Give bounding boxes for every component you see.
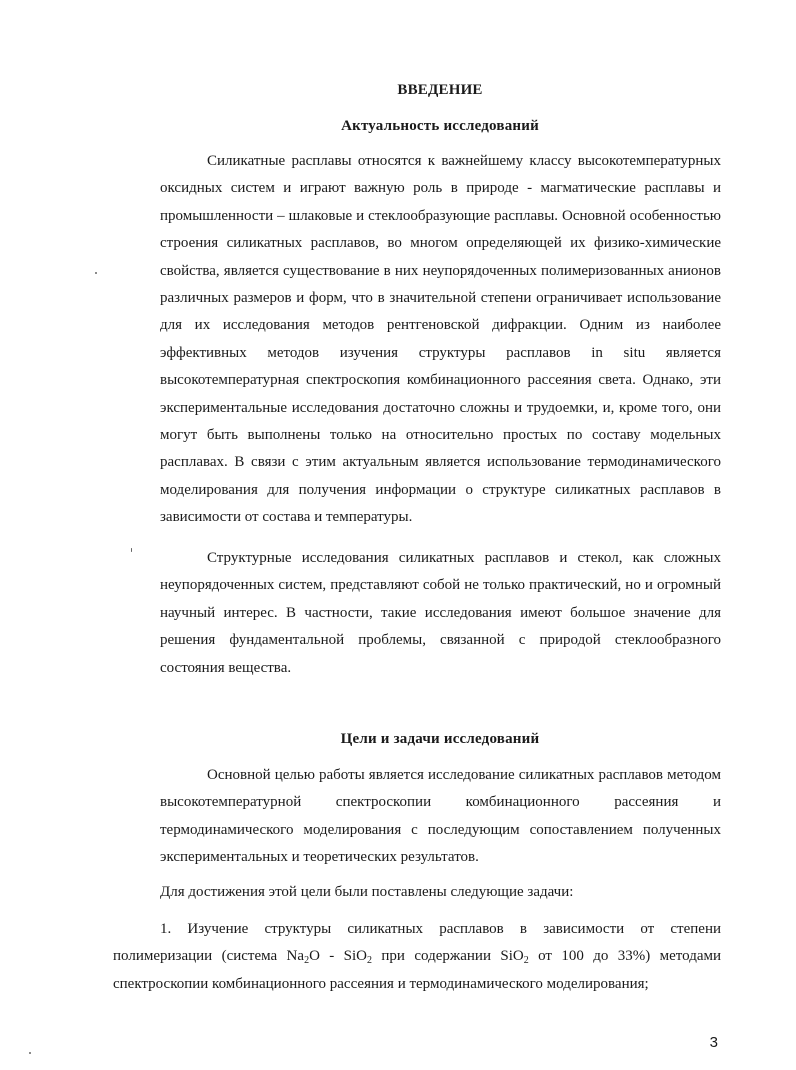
text-fragment: от 100 до 33%) методами [528, 948, 722, 965]
text-line: экспериментальных и теоретических результатов. [160, 849, 479, 866]
text-line: для их исследования методов рентгеновской дифракции. Одним из наиболее [160, 317, 721, 334]
paragraph-goals-2 [113, 879, 721, 906]
text-line: термодинамического моделирования с последующим сопоставлением полученных [160, 821, 721, 838]
text-line: Структурные исследования силикатных расплавов и стекол, как сложных [207, 550, 721, 566]
task-item-1 [113, 916, 721, 998]
section-heading-relevance: Актуальность исследований [341, 118, 539, 134]
subscript: 2 [304, 955, 310, 967]
text-line: научный интерес. В частности, такие исследования имеют большое значение для [160, 604, 721, 621]
text-line: 1. Изучение структуры силикатных расплавов в зависимости от степени [160, 921, 721, 937]
text-line: неупорядоченных систем, представляют собой не только практический, но и огромный [160, 577, 721, 594]
text-line: состояния вещества. [160, 659, 292, 676]
subscript: 2 [523, 955, 529, 967]
scan-speck [131, 548, 132, 552]
scan-speck [29, 1052, 31, 1054]
text-line: Силикатные расплавы относятся к важнейшему классу высокотемпературных [207, 153, 721, 169]
text-line: зависимости от состава и температуры. [160, 509, 413, 526]
subscript: 2 [367, 955, 373, 967]
text-line: моделирования для получения информации о структуре силикатных расплавов в [160, 481, 721, 498]
text-line: Для достижения этой цели были поставлены следующие задачи: [160, 884, 574, 900]
paragraph-relevance-2 [113, 545, 721, 682]
text-line-formula [113, 943, 721, 970]
text-line: расплавах. В связи с этим актуальным является использование термодинамического [160, 454, 721, 471]
paragraph-relevance-1 [113, 148, 721, 532]
page-title: ВВЕДЕНИЕ [397, 82, 483, 98]
text-line: экспериментальные исследования достаточно сложны и трудоемки, и, кроме того, они [160, 399, 721, 416]
text-line: высокотемпературной спектроскопии комбинационного рассеяния и [160, 794, 721, 811]
text-fragment: полимеризации (система Na [113, 948, 305, 965]
text-line: различных размеров и форм, что в значительной степени ограничивает использование [160, 290, 721, 307]
text-line: свойства, является существование в них неупорядоченных полимеризованных анионов [160, 262, 721, 279]
text-line: решения фундаментальной проблемы, связанной с природой стеклообразного [160, 632, 721, 649]
text-fragment: при содержании SiO [372, 948, 524, 965]
text-line: эффективных методов изучения структуры расплавов in situ является [160, 344, 721, 361]
scan-speck [95, 272, 97, 274]
paragraph-goals-1 [113, 762, 721, 872]
section-heading-goals: Цели и задачи исследований [340, 731, 540, 747]
text-line: строения силикатных расплавов, во многом определяющей их физико-химические [160, 235, 721, 252]
text-line: высокотемпературная спектроскопия комбинационного рассеяния света. Однако, эти [160, 372, 721, 389]
text-fragment: O - SiO [309, 948, 368, 965]
text-line: промышленности – шлаковые и стеклообразующие расплавы. Основной особенностью [160, 207, 721, 224]
text-line: могут быть выполнены только на относительно простых по составу модельных [160, 427, 721, 444]
text-line: Основной целью работы является исследование силикатных расплавов методом [207, 767, 721, 783]
page-number: 3 [709, 1034, 718, 1051]
text-line: спектроскопии комбинационного рассеяния и термодинамического моделирования; [113, 975, 649, 992]
text-line: оксидных систем и играют важную роль в природе - магматические расплавы и [160, 180, 721, 197]
